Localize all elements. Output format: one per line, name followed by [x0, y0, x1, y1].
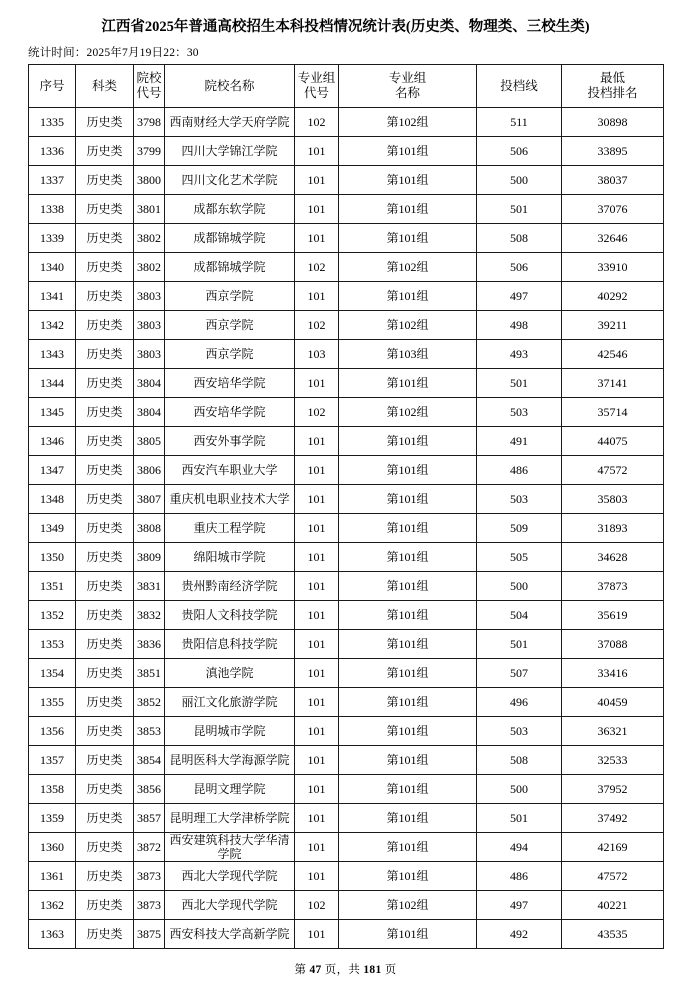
- header-min-rank-line2: 投档排名: [587, 86, 638, 100]
- cell-group-name: 第101组: [339, 862, 477, 891]
- cell-score-line: 500: [477, 775, 562, 804]
- cell-category: 历史类: [76, 427, 134, 456]
- cell-school-name: 西安建筑科技大学华清学院: [165, 833, 295, 862]
- cell-school-code: 3857: [134, 804, 165, 833]
- cell-category: 历史类: [76, 195, 134, 224]
- cell-school-name: 西安外事学院: [165, 427, 295, 456]
- cell-index: 1363: [29, 920, 76, 949]
- table-row: [29, 224, 664, 253]
- cell-school-name: 贵阳人文科技学院: [165, 601, 295, 630]
- cell-score-line: 497: [477, 282, 562, 311]
- cell-group-name: 第103组: [339, 340, 477, 369]
- cell-category: 历史类: [76, 775, 134, 804]
- cell-category: 历史类: [76, 166, 134, 195]
- cell-group-code: 101: [295, 746, 339, 775]
- cell-group-code: 101: [295, 282, 339, 311]
- cell-group-name: 第101组: [339, 920, 477, 949]
- cell-index: 1345: [29, 398, 76, 427]
- cell-category: 历史类: [76, 717, 134, 746]
- header-min-rank-line1: 最低: [599, 71, 625, 85]
- cell-category: 历史类: [76, 282, 134, 311]
- cell-school-code: 3851: [134, 659, 165, 688]
- header-min-rank: [562, 65, 664, 108]
- cell-category: 历史类: [76, 833, 134, 862]
- cell-group-code: 101: [295, 137, 339, 166]
- cell-index: 1343: [29, 340, 76, 369]
- footer-current-page: 47: [309, 964, 322, 976]
- header-category: 科类: [76, 65, 134, 108]
- header-school-code-line1: 院校: [136, 71, 162, 85]
- table-row: [29, 746, 664, 775]
- cell-index: 1338: [29, 195, 76, 224]
- cell-school-name: 成都东软学院: [165, 195, 295, 224]
- cell-school-code: 3809: [134, 543, 165, 572]
- cell-index: 1344: [29, 369, 76, 398]
- cell-score-line: 492: [477, 920, 562, 949]
- cell-school-name: 西安培华学院: [165, 369, 295, 398]
- table-row: [29, 833, 664, 862]
- cell-school-name: 西安汽车职业大学: [165, 456, 295, 485]
- cell-group-name: 第101组: [339, 804, 477, 833]
- cell-group-name: 第101组: [339, 224, 477, 253]
- admission-scores-table: [28, 64, 664, 949]
- table-row: [29, 543, 664, 572]
- cell-min-rank: 40459: [562, 688, 664, 717]
- cell-min-rank: 33416: [562, 659, 664, 688]
- cell-school-code: 3802: [134, 224, 165, 253]
- cell-category: 历史类: [76, 311, 134, 340]
- cell-school-name: 贵阳信息科技学院: [165, 630, 295, 659]
- cell-min-rank: 31893: [562, 514, 664, 543]
- cell-min-rank: 35803: [562, 485, 664, 514]
- cell-score-line: 503: [477, 717, 562, 746]
- header-group-code-line1: 专业组: [297, 71, 336, 85]
- cell-min-rank: 42169: [562, 833, 664, 862]
- cell-school-code: 3853: [134, 717, 165, 746]
- cell-score-line: 507: [477, 659, 562, 688]
- cell-school-code: 3804: [134, 369, 165, 398]
- cell-group-name: 第101组: [339, 137, 477, 166]
- cell-school-code: 3803: [134, 340, 165, 369]
- footer-prefix: 第: [294, 964, 307, 976]
- cell-school-code: 3806: [134, 456, 165, 485]
- cell-min-rank: 37088: [562, 630, 664, 659]
- cell-min-rank: 37873: [562, 572, 664, 601]
- cell-min-rank: 36321: [562, 717, 664, 746]
- cell-score-line: 509: [477, 514, 562, 543]
- table-row: [29, 572, 664, 601]
- cell-school-name: 昆明理工大学津桥学院: [165, 804, 295, 833]
- cell-school-code: 3805: [134, 427, 165, 456]
- document-page: [0, 17, 691, 994]
- cell-group-name: 第101组: [339, 775, 477, 804]
- table-row: [29, 630, 664, 659]
- cell-category: 历史类: [76, 369, 134, 398]
- cell-score-line: 506: [477, 253, 562, 282]
- cell-group-code: 101: [295, 166, 339, 195]
- cell-group-name: 第102组: [339, 398, 477, 427]
- table-row: [29, 369, 664, 398]
- cell-score-line: 501: [477, 804, 562, 833]
- cell-score-line: 501: [477, 369, 562, 398]
- cell-category: 历史类: [76, 253, 134, 282]
- cell-school-name: 贵州黔南经济学院: [165, 572, 295, 601]
- footer-total-pages: 181: [363, 964, 382, 976]
- table-row: [29, 195, 664, 224]
- cell-score-line: 506: [477, 137, 562, 166]
- cell-min-rank: 42546: [562, 340, 664, 369]
- cell-school-code: 3875: [134, 920, 165, 949]
- cell-score-line: 500: [477, 572, 562, 601]
- table-row: [29, 108, 664, 137]
- cell-index: 1348: [29, 485, 76, 514]
- cell-group-code: 101: [295, 543, 339, 572]
- cell-index: 1360: [29, 833, 76, 862]
- table-body: [29, 108, 664, 949]
- cell-group-code: 101: [295, 862, 339, 891]
- cell-category: 历史类: [76, 572, 134, 601]
- cell-min-rank: 47572: [562, 862, 664, 891]
- cell-score-line: 503: [477, 398, 562, 427]
- cell-school-name: 西安科技大学高新学院: [165, 920, 295, 949]
- cell-group-name: 第102组: [339, 253, 477, 282]
- page-title: 江西省2025年普通高校招生本科投档情况统计表(历史类、物理类、三校生类): [101, 19, 590, 35]
- cell-school-name: 滇池学院: [165, 659, 295, 688]
- cell-index: 1335: [29, 108, 76, 137]
- table-row: [29, 891, 664, 920]
- cell-group-code: 102: [295, 398, 339, 427]
- cell-school-code: 3872: [134, 833, 165, 862]
- table-row: [29, 601, 664, 630]
- cell-school-name: 西京学院: [165, 340, 295, 369]
- cell-school-code: 3799: [134, 137, 165, 166]
- cell-index: 1349: [29, 514, 76, 543]
- cell-group-name: 第101组: [339, 195, 477, 224]
- cell-index: 1356: [29, 717, 76, 746]
- cell-index: 1339: [29, 224, 76, 253]
- cell-group-name: 第101组: [339, 659, 477, 688]
- cell-index: 1341: [29, 282, 76, 311]
- cell-index: 1355: [29, 688, 76, 717]
- cell-index: 1357: [29, 746, 76, 775]
- cell-group-code: 102: [295, 311, 339, 340]
- table-row: [29, 282, 664, 311]
- cell-score-line: 486: [477, 456, 562, 485]
- cell-school-code: 3852: [134, 688, 165, 717]
- cell-score-line: 501: [477, 195, 562, 224]
- header-group-name: [339, 65, 477, 108]
- cell-group-name: 第102组: [339, 108, 477, 137]
- cell-category: 历史类: [76, 340, 134, 369]
- header-score-line: 投档线: [477, 65, 562, 108]
- cell-group-code: 101: [295, 369, 339, 398]
- cell-school-name: 丽江文化旅游学院: [165, 688, 295, 717]
- cell-school-name: 四川文化艺术学院: [165, 166, 295, 195]
- cell-school-code: 3798: [134, 108, 165, 137]
- cell-school-name: 四川大学锦江学院: [165, 137, 295, 166]
- cell-school-name: 西北大学现代学院: [165, 862, 295, 891]
- cell-score-line: 498: [477, 311, 562, 340]
- cell-group-name: 第101组: [339, 688, 477, 717]
- cell-group-code: 101: [295, 920, 339, 949]
- cell-min-rank: 35619: [562, 601, 664, 630]
- cell-score-line: 501: [477, 630, 562, 659]
- cell-school-name: 重庆机电职业技术大学: [165, 485, 295, 514]
- cell-index: 1342: [29, 311, 76, 340]
- cell-group-code: 101: [295, 514, 339, 543]
- cell-category: 历史类: [76, 514, 134, 543]
- table-row: [29, 137, 664, 166]
- cell-group-code: 101: [295, 456, 339, 485]
- table-row: [29, 804, 664, 833]
- cell-group-name: 第101组: [339, 514, 477, 543]
- cell-group-name: 第101组: [339, 717, 477, 746]
- cell-category: 历史类: [76, 659, 134, 688]
- cell-category: 历史类: [76, 688, 134, 717]
- cell-group-name: 第101组: [339, 456, 477, 485]
- cell-index: 1337: [29, 166, 76, 195]
- cell-score-line: 508: [477, 224, 562, 253]
- cell-group-code: 101: [295, 659, 339, 688]
- cell-group-code: 102: [295, 108, 339, 137]
- cell-category: 历史类: [76, 920, 134, 949]
- table-row: [29, 920, 664, 949]
- cell-min-rank: 30898: [562, 108, 664, 137]
- cell-group-name: 第101组: [339, 572, 477, 601]
- cell-category: 历史类: [76, 398, 134, 427]
- cell-min-rank: 37952: [562, 775, 664, 804]
- cell-category: 历史类: [76, 891, 134, 920]
- cell-school-name: 西京学院: [165, 282, 295, 311]
- cell-group-name: 第102组: [339, 891, 477, 920]
- cell-group-code: 101: [295, 833, 339, 862]
- cell-index: 1361: [29, 862, 76, 891]
- table-row: [29, 862, 664, 891]
- cell-group-name: 第102组: [339, 311, 477, 340]
- cell-score-line: 508: [477, 746, 562, 775]
- cell-group-name: 第101组: [339, 543, 477, 572]
- table-row: [29, 427, 664, 456]
- cell-school-name: 西南财经大学天府学院: [165, 108, 295, 137]
- cell-index: 1353: [29, 630, 76, 659]
- cell-group-name: 第101组: [339, 369, 477, 398]
- cell-score-line: 486: [477, 862, 562, 891]
- cell-school-name: 成都锦城学院: [165, 253, 295, 282]
- cell-min-rank: 44075: [562, 427, 664, 456]
- cell-school-code: 3804: [134, 398, 165, 427]
- cell-group-name: 第101组: [339, 485, 477, 514]
- cell-score-line: 503: [477, 485, 562, 514]
- cell-school-code: 3800: [134, 166, 165, 195]
- cell-score-line: 511: [477, 108, 562, 137]
- header-group-name-line2: 名称: [394, 86, 420, 100]
- cell-school-name: 西北大学现代学院: [165, 891, 295, 920]
- cell-group-code: 101: [295, 775, 339, 804]
- cell-category: 历史类: [76, 137, 134, 166]
- cell-min-rank: 40292: [562, 282, 664, 311]
- cell-group-code: 101: [295, 717, 339, 746]
- table-row: [29, 485, 664, 514]
- cell-min-rank: 47572: [562, 456, 664, 485]
- cell-group-name: 第101组: [339, 833, 477, 862]
- cell-index: 1350: [29, 543, 76, 572]
- cell-school-code: 3836: [134, 630, 165, 659]
- cell-group-code: 101: [295, 224, 339, 253]
- cell-index: 1351: [29, 572, 76, 601]
- cell-index: 1340: [29, 253, 76, 282]
- cell-index: 1358: [29, 775, 76, 804]
- cell-school-code: 3803: [134, 311, 165, 340]
- cell-min-rank: 32646: [562, 224, 664, 253]
- table-row: [29, 659, 664, 688]
- cell-index: 1352: [29, 601, 76, 630]
- cell-score-line: 493: [477, 340, 562, 369]
- header-school-name: 院校名称: [165, 65, 295, 108]
- cell-score-line: 505: [477, 543, 562, 572]
- cell-group-code: 101: [295, 427, 339, 456]
- cell-min-rank: 37492: [562, 804, 664, 833]
- cell-index: 1354: [29, 659, 76, 688]
- cell-min-rank: 39211: [562, 311, 664, 340]
- cell-school-name: 昆明文理学院: [165, 775, 295, 804]
- cell-min-rank: 35714: [562, 398, 664, 427]
- cell-group-name: 第101组: [339, 601, 477, 630]
- cell-school-code: 3832: [134, 601, 165, 630]
- table-row: [29, 253, 664, 282]
- cell-index: 1336: [29, 137, 76, 166]
- header-group-name-line1: 专业组: [388, 71, 427, 85]
- cell-school-code: 3807: [134, 485, 165, 514]
- cell-group-code: 101: [295, 804, 339, 833]
- cell-category: 历史类: [76, 746, 134, 775]
- cell-group-name: 第101组: [339, 166, 477, 195]
- cell-group-code: 102: [295, 891, 339, 920]
- cell-category: 历史类: [76, 601, 134, 630]
- cell-school-code: 3803: [134, 282, 165, 311]
- cell-min-rank: 38037: [562, 166, 664, 195]
- footer-middle: 页，共: [324, 964, 361, 976]
- table-row: [29, 717, 664, 746]
- cell-school-code: 3802: [134, 253, 165, 282]
- cell-score-line: 491: [477, 427, 562, 456]
- cell-min-rank: 43535: [562, 920, 664, 949]
- cell-school-code: 3854: [134, 746, 165, 775]
- cell-min-rank: 40221: [562, 891, 664, 920]
- page-footer: [0, 961, 691, 977]
- cell-school-code: 3831: [134, 572, 165, 601]
- cell-school-name: 绵阳城市学院: [165, 543, 295, 572]
- table-row: [29, 775, 664, 804]
- cell-group-code: 101: [295, 195, 339, 224]
- cell-school-name: 昆明医科大学海源学院: [165, 746, 295, 775]
- cell-category: 历史类: [76, 862, 134, 891]
- cell-category: 历史类: [76, 630, 134, 659]
- header-school-code-line2: 代号: [136, 86, 162, 100]
- cell-score-line: 500: [477, 166, 562, 195]
- cell-index: 1359: [29, 804, 76, 833]
- cell-school-name: 西京学院: [165, 311, 295, 340]
- table-row: [29, 166, 664, 195]
- cell-group-code: 101: [295, 601, 339, 630]
- cell-min-rank: 32533: [562, 746, 664, 775]
- cell-school-name: 西安培华学院: [165, 398, 295, 427]
- table-row: [29, 456, 664, 485]
- table-header-row: [29, 65, 664, 108]
- cell-category: 历史类: [76, 543, 134, 572]
- cell-category: 历史类: [76, 108, 134, 137]
- cell-school-code: 3808: [134, 514, 165, 543]
- cell-group-code: 101: [295, 572, 339, 601]
- table-row: [29, 340, 664, 369]
- cell-min-rank: 34628: [562, 543, 664, 572]
- table-row: [29, 398, 664, 427]
- cell-group-code: 102: [295, 253, 339, 282]
- cell-school-code: 3801: [134, 195, 165, 224]
- cell-category: 历史类: [76, 224, 134, 253]
- cell-score-line: 496: [477, 688, 562, 717]
- cell-category: 历史类: [76, 456, 134, 485]
- cell-category: 历史类: [76, 804, 134, 833]
- cell-index: 1346: [29, 427, 76, 456]
- cell-school-name: 昆明城市学院: [165, 717, 295, 746]
- cell-school-name: 成都锦城学院: [165, 224, 295, 253]
- header-school-code: [134, 65, 165, 108]
- statistics-time-label: 统计时间：2025年7月19日22：30: [28, 47, 199, 59]
- cell-group-code: 101: [295, 485, 339, 514]
- cell-school-name: 重庆工程学院: [165, 514, 295, 543]
- table-row: [29, 688, 664, 717]
- cell-score-line: 504: [477, 601, 562, 630]
- cell-min-rank: 33895: [562, 137, 664, 166]
- table-row: [29, 514, 664, 543]
- cell-group-name: 第101组: [339, 746, 477, 775]
- footer-suffix: 页: [384, 964, 397, 976]
- cell-school-code: 3873: [134, 862, 165, 891]
- header-group-code: [295, 65, 339, 108]
- cell-min-rank: 37141: [562, 369, 664, 398]
- cell-group-code: 101: [295, 630, 339, 659]
- cell-min-rank: 33910: [562, 253, 664, 282]
- table-row: [29, 311, 664, 340]
- cell-group-code: 101: [295, 688, 339, 717]
- cell-score-line: 497: [477, 891, 562, 920]
- cell-school-code: 3856: [134, 775, 165, 804]
- cell-school-code: 3873: [134, 891, 165, 920]
- cell-min-rank: 37076: [562, 195, 664, 224]
- cell-score-line: 494: [477, 833, 562, 862]
- cell-group-code: 103: [295, 340, 339, 369]
- header-index: 序号: [29, 65, 76, 108]
- cell-category: 历史类: [76, 485, 134, 514]
- cell-group-name: 第101组: [339, 282, 477, 311]
- cell-group-name: 第101组: [339, 630, 477, 659]
- cell-index: 1347: [29, 456, 76, 485]
- cell-group-name: 第101组: [339, 427, 477, 456]
- header-group-code-line2: 代号: [303, 86, 329, 100]
- cell-index: 1362: [29, 891, 76, 920]
